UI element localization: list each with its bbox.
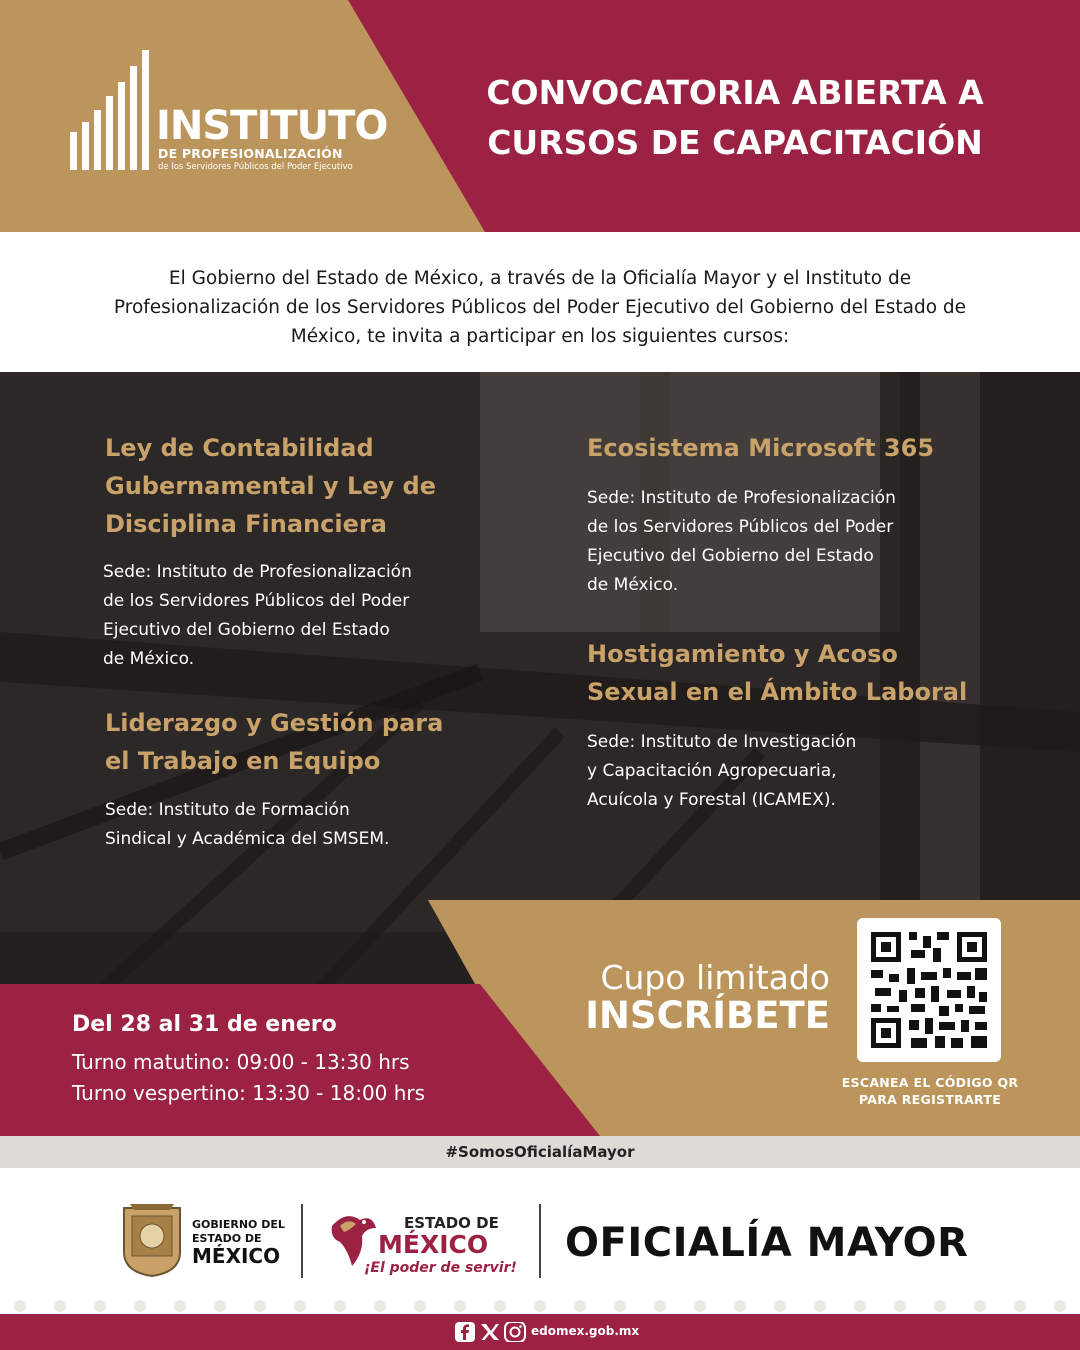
scan-line: ESCANEA EL CÓDIGO QR bbox=[841, 1075, 1019, 1090]
course-title-line: Gubernamental y Ley de bbox=[105, 472, 437, 500]
logo-title: INSTITUTO bbox=[156, 103, 388, 149]
gobierno-line-3: MÉXICO bbox=[192, 1244, 281, 1268]
gobierno-line-1: GOBIERNO DEL bbox=[192, 1218, 285, 1231]
course-title-line: Ley de Contabilidad bbox=[105, 434, 374, 462]
x-icon[interactable] bbox=[481, 1324, 499, 1340]
title-line-1: CONVOCATORIA ABIERTA A bbox=[486, 73, 984, 112]
course-title-line: el Trabajo en Equipo bbox=[105, 747, 381, 775]
facebook-icon[interactable] bbox=[455, 1322, 475, 1342]
sede-line: Sindical y Académica del SMSEM. bbox=[105, 829, 390, 849]
course-title-line: Sexual en el Ámbito Laboral bbox=[587, 678, 968, 706]
qr-code[interactable] bbox=[857, 918, 1001, 1062]
scan-line: PARA REGISTRARTE bbox=[858, 1092, 1002, 1107]
page-title bbox=[430, 68, 1040, 168]
divider bbox=[539, 1204, 541, 1278]
instituto-logo bbox=[70, 50, 390, 180]
course-sede-hostigamiento bbox=[587, 728, 856, 815]
sede-line: y Capacitación Agropecuaria, bbox=[587, 761, 837, 781]
sede-line: de los Servidores Públicos del Poder bbox=[587, 517, 894, 537]
divider bbox=[301, 1204, 303, 1278]
course-title-line: Liderazgo y Gestión para bbox=[105, 709, 444, 737]
sede-line: Acuícola y Forestal (ICAMEX). bbox=[587, 790, 836, 810]
coat-of-arms-icon bbox=[120, 1202, 184, 1278]
cupo-limitado-text: Cupo limitado bbox=[600, 958, 830, 997]
sede-line: Sede: Instituto de Formación bbox=[105, 800, 350, 820]
course-title-line: Ecosistema Microsoft 365 bbox=[587, 434, 935, 462]
social-icons bbox=[455, 1322, 527, 1342]
courses-section bbox=[0, 372, 1080, 1136]
sede-line: de los Servidores Públicos del Poder bbox=[103, 591, 410, 611]
gobierno-line-2: ESTADO DE bbox=[192, 1232, 262, 1245]
course-sede-liderazgo bbox=[105, 796, 389, 854]
intro-text: El Gobierno del Estado de México, a través de la Oficialía Mayor y el Instituto de Profesionalización de los Servidores Públicos del Poder Ejecutivo del Gobierno del Estado de México, te invita a participar en los siguientes cursos: bbox=[113, 268, 967, 347]
inscribete-cta[interactable]: INSCRÍBETE bbox=[585, 994, 830, 1037]
estado-slogan: ¡El poder de servir! bbox=[364, 1260, 517, 1276]
decorative-pattern bbox=[0, 1296, 1080, 1316]
intro-section bbox=[0, 232, 1080, 372]
instagram-icon[interactable] bbox=[505, 1322, 525, 1342]
course-title-line: Disciplina Financiera bbox=[105, 510, 387, 538]
course-sede-contabilidad bbox=[103, 558, 412, 674]
course-sede-microsoft bbox=[587, 484, 896, 600]
title-line-2: CURSOS DE CAPACITACIÓN bbox=[487, 123, 983, 162]
sede-line: de México. bbox=[103, 649, 195, 669]
estado-line-1: ESTADO DE bbox=[404, 1214, 499, 1232]
social-bar bbox=[0, 1314, 1080, 1350]
turno-matutino: Turno matutino: 09:00 - 13:30 hrs bbox=[72, 1050, 410, 1074]
sede-line: Sede: Instituto de Profesionalización bbox=[103, 562, 412, 582]
course-title-contabilidad bbox=[105, 429, 436, 543]
estado-line-2: MÉXICO bbox=[378, 1230, 489, 1259]
scan-qr-instructions bbox=[820, 1074, 1040, 1108]
course-title-line: Hostigamiento y Acoso bbox=[587, 640, 898, 668]
sede-line: Ejecutivo del Gobierno del Estado bbox=[103, 620, 390, 640]
logo-subtitle: DE PROFESIONALIZACIÓN bbox=[158, 146, 343, 161]
course-title-liderazgo bbox=[105, 704, 443, 780]
logo-tagline: de los Servidores Públicos del Poder Ejecutivo bbox=[158, 162, 353, 172]
logo-bars-icon bbox=[70, 50, 150, 170]
hashtag-bar bbox=[0, 1136, 1080, 1168]
qr-code-icon bbox=[871, 932, 987, 1048]
oficialia-mayor-title: OFICIALÍA MAYOR bbox=[565, 1220, 969, 1266]
course-title-hostigamiento bbox=[587, 635, 967, 711]
course-dates: Del 28 al 31 de enero bbox=[72, 1012, 337, 1037]
sede-line: de México. bbox=[587, 575, 679, 595]
course-title-microsoft bbox=[587, 429, 934, 467]
sede-line: Sede: Instituto de Profesionalización bbox=[587, 488, 896, 508]
turno-vespertino: Turno vespertino: 13:30 - 18:00 hrs bbox=[72, 1081, 426, 1105]
hashtag[interactable]: #SomosOficialíaMayor bbox=[445, 1143, 635, 1161]
sede-line: Ejecutivo del Gobierno del Estado bbox=[587, 546, 874, 566]
website-link[interactable]: edomex.gob.mx bbox=[531, 1324, 640, 1338]
header bbox=[0, 0, 1080, 232]
sede-line: Sede: Instituto de Investigación bbox=[587, 732, 857, 752]
